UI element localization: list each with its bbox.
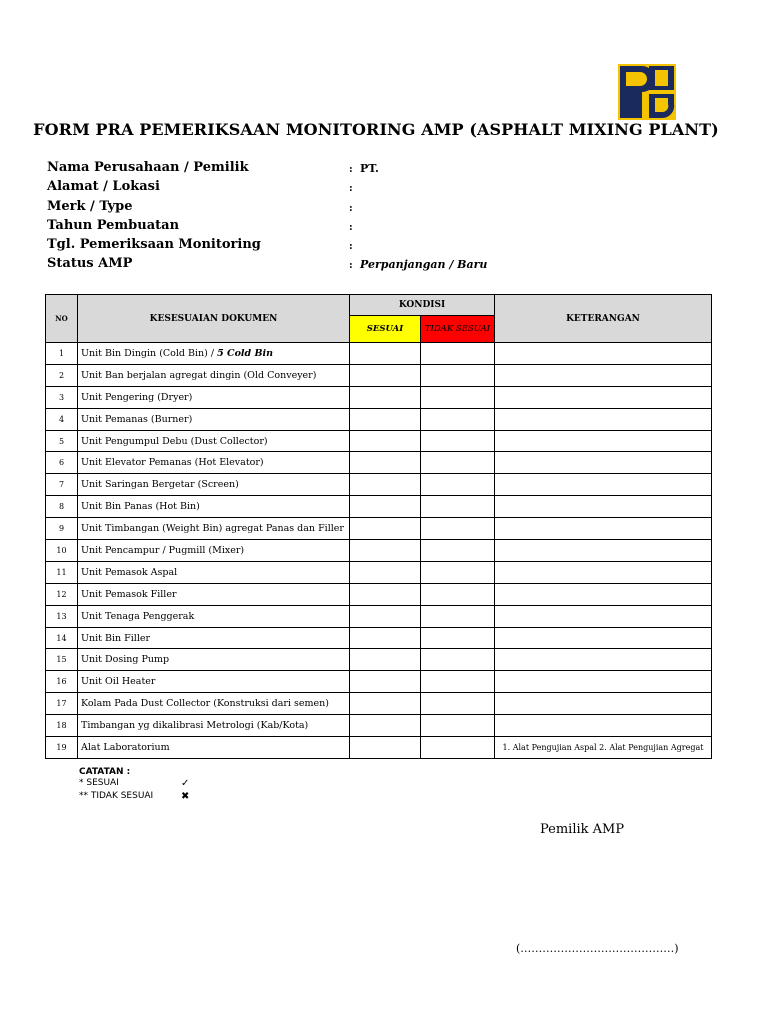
row-item-text: Unit Bin Dingin (Cold Bin) / [81, 347, 215, 359]
table-row [46, 474, 712, 496]
keterangan-cell[interactable] [495, 496, 712, 518]
info-label: Status AMP [47, 256, 133, 272]
row-item [78, 671, 350, 693]
info-label: Tgl. Pemeriksaan Monitoring [47, 237, 261, 253]
keterangan-cell[interactable] [495, 364, 712, 386]
sesuai-cell[interactable] [350, 386, 421, 408]
info-label: Merk / Type [47, 198, 133, 214]
note-label: ** TIDAK SESUAI [79, 791, 154, 801]
col-kondisi-header: KONDISI [350, 295, 495, 316]
tidak-sesuai-cell[interactable] [421, 737, 495, 759]
tidak-sesuai-cell[interactable] [421, 540, 495, 562]
info-row [47, 179, 687, 198]
row-item [78, 386, 350, 408]
row-number: 18 [46, 715, 78, 737]
tidak-sesuai-cell[interactable] [421, 649, 495, 671]
info-row [47, 218, 687, 237]
keterangan-cell[interactable] [495, 452, 712, 474]
row-number: 15 [46, 649, 78, 671]
info-value[interactable]: Perpanjangan / Baru [360, 258, 488, 272]
row-item [78, 693, 350, 715]
row-number: 3 [46, 386, 78, 408]
info-colon: : [349, 164, 353, 175]
keterangan-cell[interactable] [495, 518, 712, 540]
checklist-table [45, 294, 712, 759]
cross-icon: ✖ [181, 791, 190, 802]
tidak-sesuai-cell[interactable] [421, 343, 495, 365]
table-row [46, 518, 712, 540]
row-number: 17 [46, 693, 78, 715]
keterangan-cell[interactable] [495, 649, 712, 671]
row-number: 13 [46, 605, 78, 627]
keterangan-cell[interactable] [495, 715, 712, 737]
info-block [47, 160, 687, 276]
keterangan-cell[interactable] [495, 474, 712, 496]
col-document-header: KESESUAIAN DOKUMEN [78, 295, 350, 343]
table-row [46, 561, 712, 583]
table-row [46, 649, 712, 671]
tidak-sesuai-cell[interactable] [421, 671, 495, 693]
row-item-text: Kolam Pada Dust Collector (Konstruksi dari semen) [81, 698, 329, 710]
row-item-text: Unit Pemasok Aspal [81, 566, 178, 578]
table-row [46, 364, 712, 386]
keterangan-cell[interactable] [495, 540, 712, 562]
col-no-header: NO [46, 295, 78, 343]
col-sesuai-header: SESUAI [350, 316, 421, 343]
row-number: 9 [46, 518, 78, 540]
row-item [78, 605, 350, 627]
row-item-text: Unit Elevator Pemanas (Hot Elevator) [81, 457, 264, 469]
row-item-text: Unit Timbangan (Weight Bin) agregat Panas dan Filler [81, 523, 344, 535]
row-number: 16 [46, 671, 78, 693]
sesuai-cell[interactable] [350, 474, 421, 496]
tidak-sesuai-cell[interactable] [421, 364, 495, 386]
notes-section [79, 767, 190, 803]
table-row [46, 737, 712, 759]
row-number: 6 [46, 452, 78, 474]
keterangan-cell[interactable] [495, 343, 712, 365]
tidak-sesuai-cell[interactable] [421, 693, 495, 715]
note-tidak-sesuai [79, 790, 190, 803]
table-row [46, 540, 712, 562]
table-row [46, 715, 712, 737]
sesuai-cell[interactable] [350, 649, 421, 671]
sesuai-cell[interactable] [350, 496, 421, 518]
row-number: 1 [46, 343, 78, 365]
tidak-sesuai-cell[interactable] [421, 605, 495, 627]
sesuai-cell[interactable] [350, 561, 421, 583]
table-row [46, 583, 712, 605]
info-colon: : [349, 183, 353, 195]
table-row [46, 386, 712, 408]
keterangan-cell[interactable] [495, 627, 712, 649]
sesuai-cell[interactable] [350, 605, 421, 627]
col-tidak-sesuai-header: TIDAK SESUAI [421, 316, 495, 343]
table-row [46, 343, 712, 365]
row-number: 11 [46, 561, 78, 583]
row-number: 4 [46, 408, 78, 430]
sesuai-cell[interactable] [350, 627, 421, 649]
row-item-text: Unit Tenaga Penggerak [81, 610, 195, 622]
sesuai-cell[interactable] [350, 693, 421, 715]
row-item [78, 649, 350, 671]
sesuai-cell[interactable] [350, 452, 421, 474]
info-value[interactable]: PT. [360, 162, 379, 175]
row-number: 14 [46, 627, 78, 649]
info-colon: : [349, 221, 353, 233]
tidak-sesuai-cell[interactable] [421, 408, 495, 430]
row-item [78, 430, 350, 452]
table-row [46, 671, 712, 693]
sesuai-cell[interactable] [350, 518, 421, 540]
row-item [78, 627, 350, 649]
table-row [46, 452, 712, 474]
sesuai-cell[interactable] [350, 364, 421, 386]
table-row [46, 627, 712, 649]
table-row [46, 430, 712, 452]
signature-line: (……………………………………) [516, 942, 679, 955]
sesuai-cell[interactable] [350, 540, 421, 562]
info-label: Tahun Pembuatan [47, 217, 180, 233]
row-item [78, 452, 350, 474]
form-title: FORM PRA PEMERIKSAAN MONITORING AMP (ASPHALT MIXING PLANT) [33, 120, 719, 139]
keterangan-cell[interactable] [495, 583, 712, 605]
tidak-sesuai-cell[interactable] [421, 474, 495, 496]
row-item [78, 583, 350, 605]
sesuai-cell[interactable] [350, 583, 421, 605]
row-item-emphasis: 5 Cold Bin [217, 347, 274, 359]
row-item [78, 518, 350, 540]
row-item-text: Unit Pemasok Filler [81, 588, 177, 600]
row-item-text: Unit Ban berjalan agregat dingin (Old Conveyer) [81, 369, 317, 381]
notes-title: CATATAN : [79, 767, 131, 777]
row-item-text: Unit Pencampur / Pugmill (Mixer) [81, 544, 245, 556]
keterangan-cell[interactable] [495, 561, 712, 583]
sesuai-cell[interactable] [350, 715, 421, 737]
tidak-sesuai-cell[interactable] [421, 561, 495, 583]
tidak-sesuai-cell[interactable] [421, 627, 495, 649]
row-item-text: Unit Oil Heater [81, 676, 156, 688]
row-number: 2 [46, 364, 78, 386]
sesuai-cell[interactable] [350, 671, 421, 693]
col-keterangan-header: KETERANGAN [495, 295, 712, 343]
row-item [78, 364, 350, 386]
sesuai-cell[interactable] [350, 408, 421, 430]
row-item-text: Unit Saringan Bergetar (Screen) [81, 479, 239, 491]
info-row [47, 237, 687, 256]
tidak-sesuai-cell[interactable] [421, 583, 495, 605]
keterangan-cell[interactable] [495, 693, 712, 715]
table-row [46, 496, 712, 518]
row-number: 8 [46, 496, 78, 518]
info-row [47, 160, 687, 179]
info-label: Alamat / Lokasi [47, 179, 160, 195]
keterangan-cell[interactable] [495, 430, 712, 452]
row-number: 19 [46, 737, 78, 759]
keterangan-cell[interactable] [495, 605, 712, 627]
keterangan-cell[interactable] [495, 386, 712, 408]
tidak-sesuai-cell[interactable] [421, 715, 495, 737]
sesuai-cell[interactable] [350, 737, 421, 759]
row-number: 5 [46, 430, 78, 452]
tidak-sesuai-cell[interactable] [421, 518, 495, 540]
tidak-sesuai-cell[interactable] [421, 496, 495, 518]
row-item [78, 715, 350, 737]
owner-label: Pemilik AMP [540, 822, 625, 837]
info-row [47, 256, 687, 275]
row-item [78, 408, 350, 430]
row-item [78, 561, 350, 583]
row-item [78, 474, 350, 496]
row-item-text: Alat Laboratorium [81, 741, 170, 753]
row-number: 10 [46, 540, 78, 562]
table-row [46, 408, 712, 430]
row-item-text: Unit Bin Filler [81, 632, 151, 644]
row-item [78, 737, 350, 759]
check-icon: ✓ [181, 778, 190, 789]
tidak-sesuai-cell[interactable] [421, 386, 495, 408]
note-sesuai [79, 777, 190, 790]
row-item-text: Unit Dosing Pump [81, 654, 170, 666]
sesuai-cell[interactable] [350, 430, 421, 452]
row-item-text: Timbangan yg dikalibrasi Metrologi (Kab/Kota) [81, 720, 309, 732]
row-item [78, 540, 350, 562]
sesuai-cell[interactable] [350, 343, 421, 365]
pupr-logo-icon [618, 64, 676, 120]
row-item-text: Unit Pengumpul Debu (Dust Collector) [81, 435, 268, 447]
table-row [46, 605, 712, 627]
tidak-sesuai-cell[interactable] [421, 452, 495, 474]
note-label: * SESUAI [79, 778, 119, 788]
row-number: 12 [46, 583, 78, 605]
row-number: 7 [46, 474, 78, 496]
row-item-text: Unit Pemanas (Burner) [81, 413, 193, 425]
keterangan-cell[interactable] [495, 671, 712, 693]
tidak-sesuai-cell[interactable] [421, 430, 495, 452]
row-item [78, 343, 350, 365]
row-item [78, 496, 350, 518]
info-label: Nama Perusahaan / Pemilik [47, 160, 249, 175]
keterangan-cell[interactable] [495, 408, 712, 430]
info-colon: : [349, 260, 353, 272]
table-row [46, 693, 712, 715]
info-row [47, 199, 687, 218]
info-colon: : [349, 241, 353, 253]
row-item-text: Unit Bin Panas (Hot Bin) [81, 501, 200, 513]
keterangan-cell[interactable]: 1. Alat Pengujian Aspal 2. Alat Pengujian Agregat [495, 737, 712, 759]
row-item-text: Unit Pengering (Dryer) [81, 391, 193, 403]
info-colon: : [349, 202, 353, 214]
